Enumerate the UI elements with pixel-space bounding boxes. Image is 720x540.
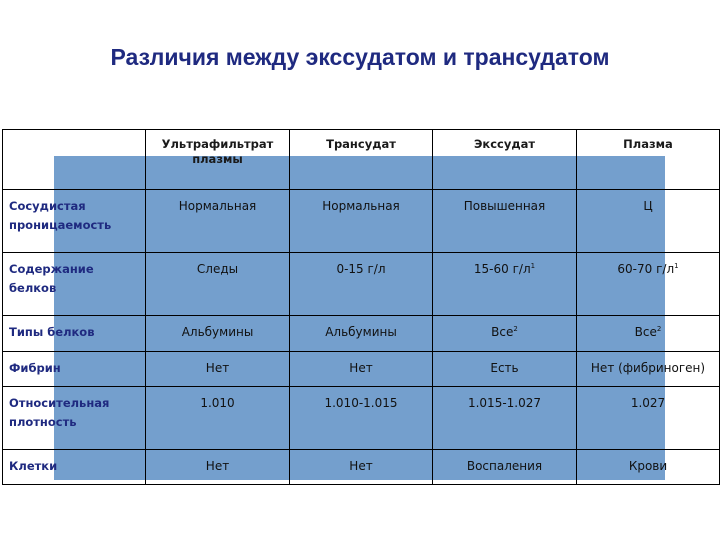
header-cell-empty: [3, 130, 146, 190]
table-row: [3, 387, 720, 450]
table-cell: Следы: [146, 253, 290, 316]
row-label-protein-content: Содержание белков: [3, 253, 146, 316]
table-cell: 0-15 г/л: [290, 253, 433, 316]
table-cell: 15-60 $г/л^1$: [433, 253, 577, 316]
table-cell: Нормальная: [290, 190, 433, 253]
header-transudate: Трансудат: [290, 130, 433, 190]
table-row: [3, 253, 720, 316]
table-cell: Все$^2$: [433, 316, 577, 352]
comparison-table: [2, 129, 720, 485]
header-row: [3, 130, 720, 190]
table-cell: 1.010-1.015: [290, 387, 433, 450]
table-cell: Нет: [146, 352, 290, 387]
table-cell: Нет: [146, 450, 290, 485]
slide-title: Различия между экссудатом и трансудатом: [110, 44, 610, 70]
table-row: [3, 450, 720, 485]
header-ultrafiltrate: Ультрафильтрат плазмы: [146, 130, 290, 190]
row-label-cells: Клетки: [3, 450, 146, 485]
table-cell: Альбумины: [290, 316, 433, 352]
row-label-protein-types: Типы белков: [3, 316, 146, 352]
table-cell: Воспаления: [433, 450, 577, 485]
table-cell: 1.010: [146, 387, 290, 450]
table-cell: Крови: [577, 450, 720, 485]
table-cell: Нет (фибриноген): [577, 352, 720, 387]
table-cell: 60-70 $г/л^1$: [577, 253, 720, 316]
header-plasma: Плазма: [577, 130, 720, 190]
row-label-permeability: Сосудистая проницаемость: [3, 190, 146, 253]
table-cell: 1.015-1.027: [433, 387, 577, 450]
table-row: [3, 190, 720, 253]
table-cell: Повышенная: [433, 190, 577, 253]
table-cell: Есть: [433, 352, 577, 387]
table-cell: Нет: [290, 450, 433, 485]
table-cell: Нормальная: [146, 190, 290, 253]
table-row: [3, 316, 720, 352]
table-cell: Все$^2$: [577, 316, 720, 352]
row-label-fibrin: Фибрин: [3, 352, 146, 387]
table-cell: Альбумины: [146, 316, 290, 352]
table-cell: Нет: [290, 352, 433, 387]
table-cell: 1.027: [577, 387, 720, 450]
row-label-density: Относительная плотность: [3, 387, 146, 450]
header-exudate: Экссудат: [433, 130, 577, 190]
table-cell: Ц: [577, 190, 720, 253]
table-row: [3, 352, 720, 387]
